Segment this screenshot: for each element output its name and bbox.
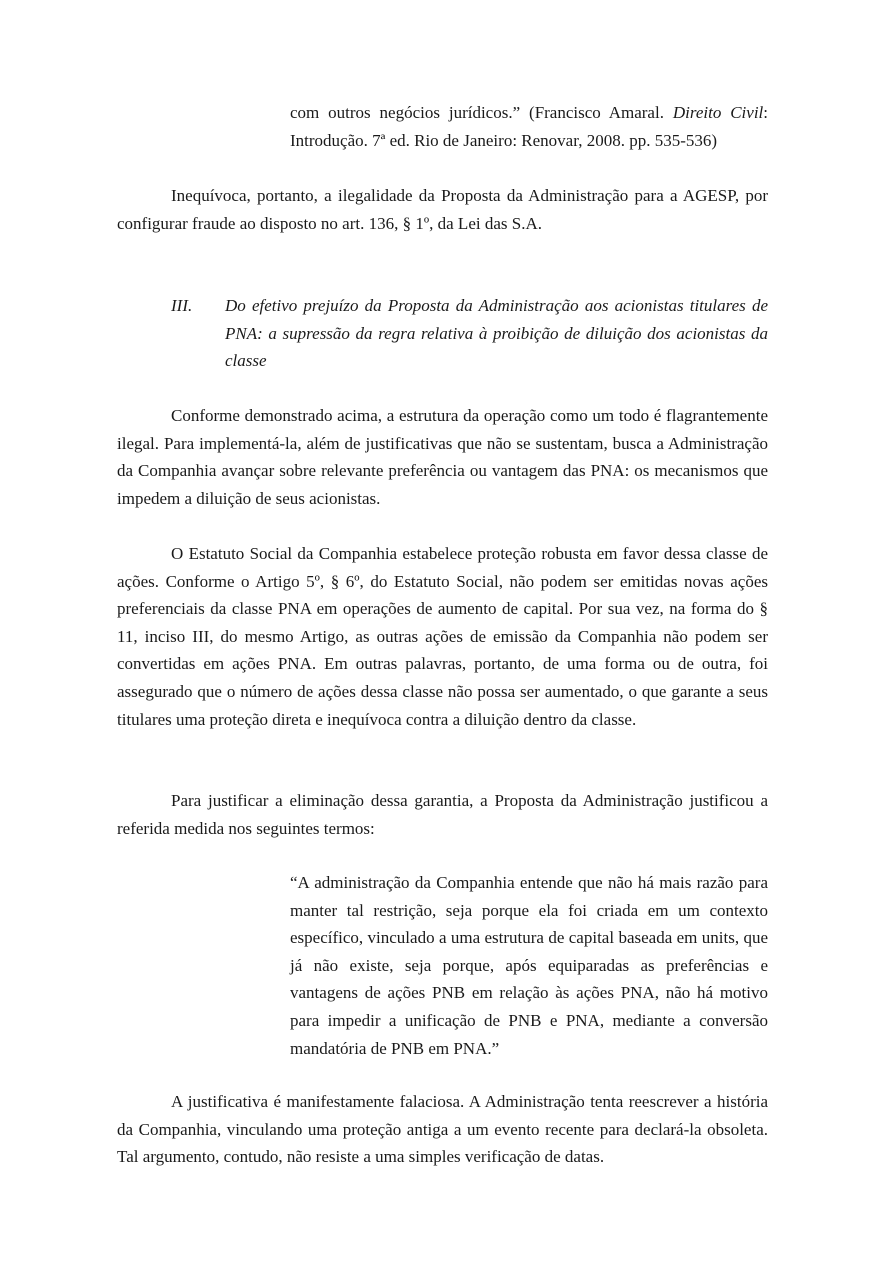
paragraph-bylaws: O Estatuto Social da Companhia estabelece proteção robusta em favor dessa classe de ações. Conforme o Artigo 5º, § 6º, do Estatuto Social, não podem ser emitidas novas ações preferenciais da classe PNA em operações de aumento de capital. Por sua vez, na forma do § 11, inciso III, do mesmo Artigo, as outras ações de emissão da Companhia não podem ser convertidas em ações PNA. Em outras palavras, portanto, de uma forma ou de outra, foi assegurado que o número de ações dessa classe não possa ser aumentado, o que garante a seus titulares uma proteção direta e inequívoca contra a diluição dentro da classe. xyxy=(117,544,768,729)
citation-line-2: Introdução. 7ª ed. Rio de Janeiro: Renovar, 2008. pp. 535-536) xyxy=(290,130,718,150)
citation-text: com outros negócios jurídicos.” (Francisco Amaral. xyxy=(290,103,673,122)
section-number: III. xyxy=(171,296,193,315)
citation-punct: : xyxy=(763,103,768,122)
paragraph-structure: Conforme demonstrado acima, a estrutura da operação como um todo é flagrantemente ilegal. Para implementá-la, além de justificativas que não se sustentam, busca a Administração da Companhia avançar sobre relevante preferência ou vantagem das PNA: os mecanismos que impedem a diluição de seus acionistas. xyxy=(117,406,768,508)
paragraph-conclusion: Inequívoca, portanto, a ilegalidade da Proposta da Administração para a AGESP, por configurar fraude ao disposto no art. 136, § 1º, da Lei das S.A. xyxy=(117,186,768,233)
citation-book-title: Direito Civil xyxy=(672,103,764,122)
paragraph-justification-intro: Para justificar a eliminação dessa garantia, a Proposta da Administração justificou a referida medida nos seguintes termos: xyxy=(117,791,768,838)
block-quote-management: “A administração da Companhia entende que não há mais razão para manter tal restrição, seja porque ela foi criada em um contexto específico, vinculado a uma estrutura de capital baseada em units, que já não existe, seja porque, após equiparadas as preferências e vantagens de ações PNB em relação às ações PNA, não há motivo para impedir a unificação de PNB e PNA, mediante a conversão mandatória de PNB em PNA.” xyxy=(290,873,768,1058)
citation-line-1 xyxy=(290,99,768,127)
citation-quote-end xyxy=(290,99,768,154)
paragraph-fallacy: A justificativa é manifestamente falaciosa. A Administração tenta reescrever a história da Companhia, vinculando uma proteção antiga a um evento recente para declará-la obsoleta. Tal argumento, contudo, não resiste a uma simples verificação de datas. xyxy=(117,1092,768,1167)
section-title: Do efetivo prejuízo da Proposta da Administração aos acionistas titulares de PNA: a supressão da regra relativa à proibição de diluição dos acionistas da classe xyxy=(225,296,768,371)
